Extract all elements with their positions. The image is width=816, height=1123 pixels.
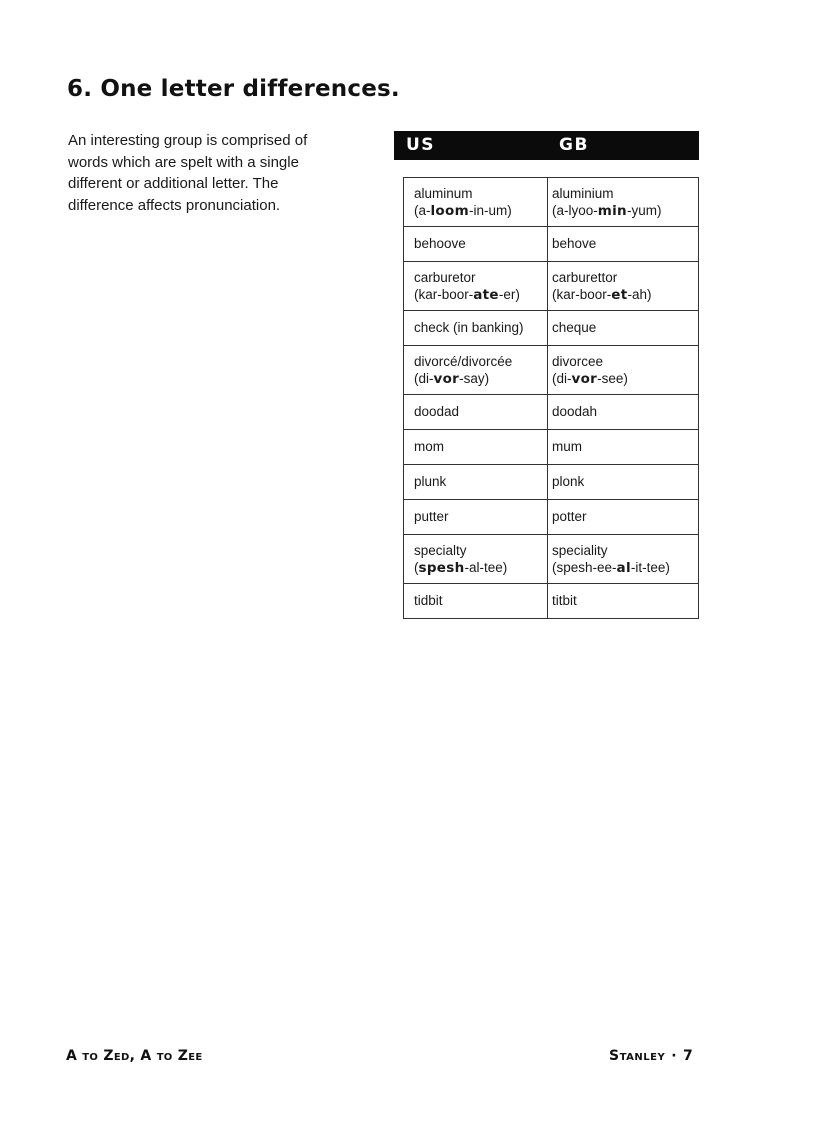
us-cell [404,430,548,465]
pron-prefix: (di- [552,370,572,386]
gb-word: aluminium [552,186,614,201]
gb-word: carburettor [552,270,618,285]
footer-page-info [609,1048,693,1064]
pron-suffix: -say) [459,370,490,386]
us-word: plunk [414,474,447,489]
intro-paragraph: An interesting group is comprised of words which are spelt with a single different or additional letter. The difference affects pronunciation. [68,132,308,214]
us-word: putter [414,509,449,524]
pron-suffix: -ah) [627,286,652,302]
pron-suffix: -see) [597,370,628,386]
us-cell [404,500,548,535]
us-cell [404,584,548,619]
gb-word: divorcee [552,354,604,369]
footer-book-title: A to Zed, A to Zee [66,1048,203,1064]
pron-prefix: (kar-boor- [552,286,612,302]
table-row [404,311,699,346]
us-cell [404,535,548,584]
table-row [404,430,699,465]
pron-suffix: -in-um) [468,202,512,218]
us-pronunciation [414,371,537,388]
gb-cell [548,178,699,227]
gb-cell [548,227,699,262]
pron-suffix: -al-tee) [464,559,508,575]
table-row [404,584,699,619]
pron-stress: ate [473,286,499,303]
gb-word: titbit [552,593,577,608]
gb-cell [548,395,699,430]
us-word: specialty [414,543,467,558]
pron-suffix: -er) [498,286,520,302]
us-pronunciation [414,287,537,304]
pron-stress: min [597,202,627,219]
us-pronunciation [414,203,537,220]
gb-word: potter [552,509,587,524]
us-cell [404,178,548,227]
gb-cell [548,500,699,535]
gb-pronunciation [552,203,688,220]
gb-word: cheque [552,320,597,335]
gb-cell [548,346,699,395]
table-row [404,395,699,430]
us-cell [404,262,548,311]
table-row [404,500,699,535]
gb-cell [548,311,699,346]
table-row [404,535,699,584]
table-header-bar [394,131,699,160]
gb-pronunciation [552,560,688,577]
us-pronunciation [414,560,537,577]
table-row [404,227,699,262]
gb-cell [548,535,699,584]
us-word: divorcé/divorcée [414,354,513,369]
pron-prefix: (a- [414,202,431,218]
us-word: carburetor [414,270,476,285]
table-row [404,262,699,311]
pron-prefix: (spesh-ee- [552,559,617,575]
pron-prefix: (di- [414,370,434,386]
pron-stress: et [611,286,628,303]
footer-separator: · [671,1048,678,1064]
pron-stress: loom [430,202,469,219]
table-row [404,178,699,227]
gb-word: mum [552,439,582,454]
us-word: tidbit [414,593,443,608]
us-cell [404,346,548,395]
us-word: mom [414,439,444,454]
gb-cell [548,584,699,619]
gb-word: speciality [552,543,608,558]
footer-author: Stanley [609,1048,666,1064]
gb-cell [548,465,699,500]
pron-stress: vor [433,370,460,387]
us-word: behoove [414,236,466,251]
gb-cell [548,430,699,465]
gb-pronunciation [552,371,688,388]
page-title: 6. One letter differences. [67,76,400,102]
us-word: doodad [414,404,460,419]
pron-stress: vor [571,370,598,387]
gb-word: behove [552,236,597,251]
us-cell [404,395,548,430]
pron-prefix: ( [414,559,419,575]
spelling-comparison-table [403,177,699,619]
us-cell [404,227,548,262]
table-row [404,346,699,395]
pron-suffix: -it-tee) [630,559,670,575]
gb-cell [548,262,699,311]
pron-stress: spesh [418,559,465,576]
gb-pronunciation [552,287,688,304]
table-row [404,465,699,500]
gb-word: plonk [552,474,585,489]
pron-prefix: (a-lyoo- [552,202,598,218]
us-word: aluminum [414,186,473,201]
column-header-gb: GB [559,135,589,155]
pron-prefix: (kar-boor- [414,286,474,302]
column-header-us: US [406,135,436,155]
pron-stress: al [616,559,631,576]
pron-suffix: -yum) [626,202,662,218]
us-word: check (in banking) [414,320,524,335]
us-cell [404,465,548,500]
page-number: 7 [683,1048,694,1064]
us-cell [404,311,548,346]
gb-word: doodah [552,404,598,419]
